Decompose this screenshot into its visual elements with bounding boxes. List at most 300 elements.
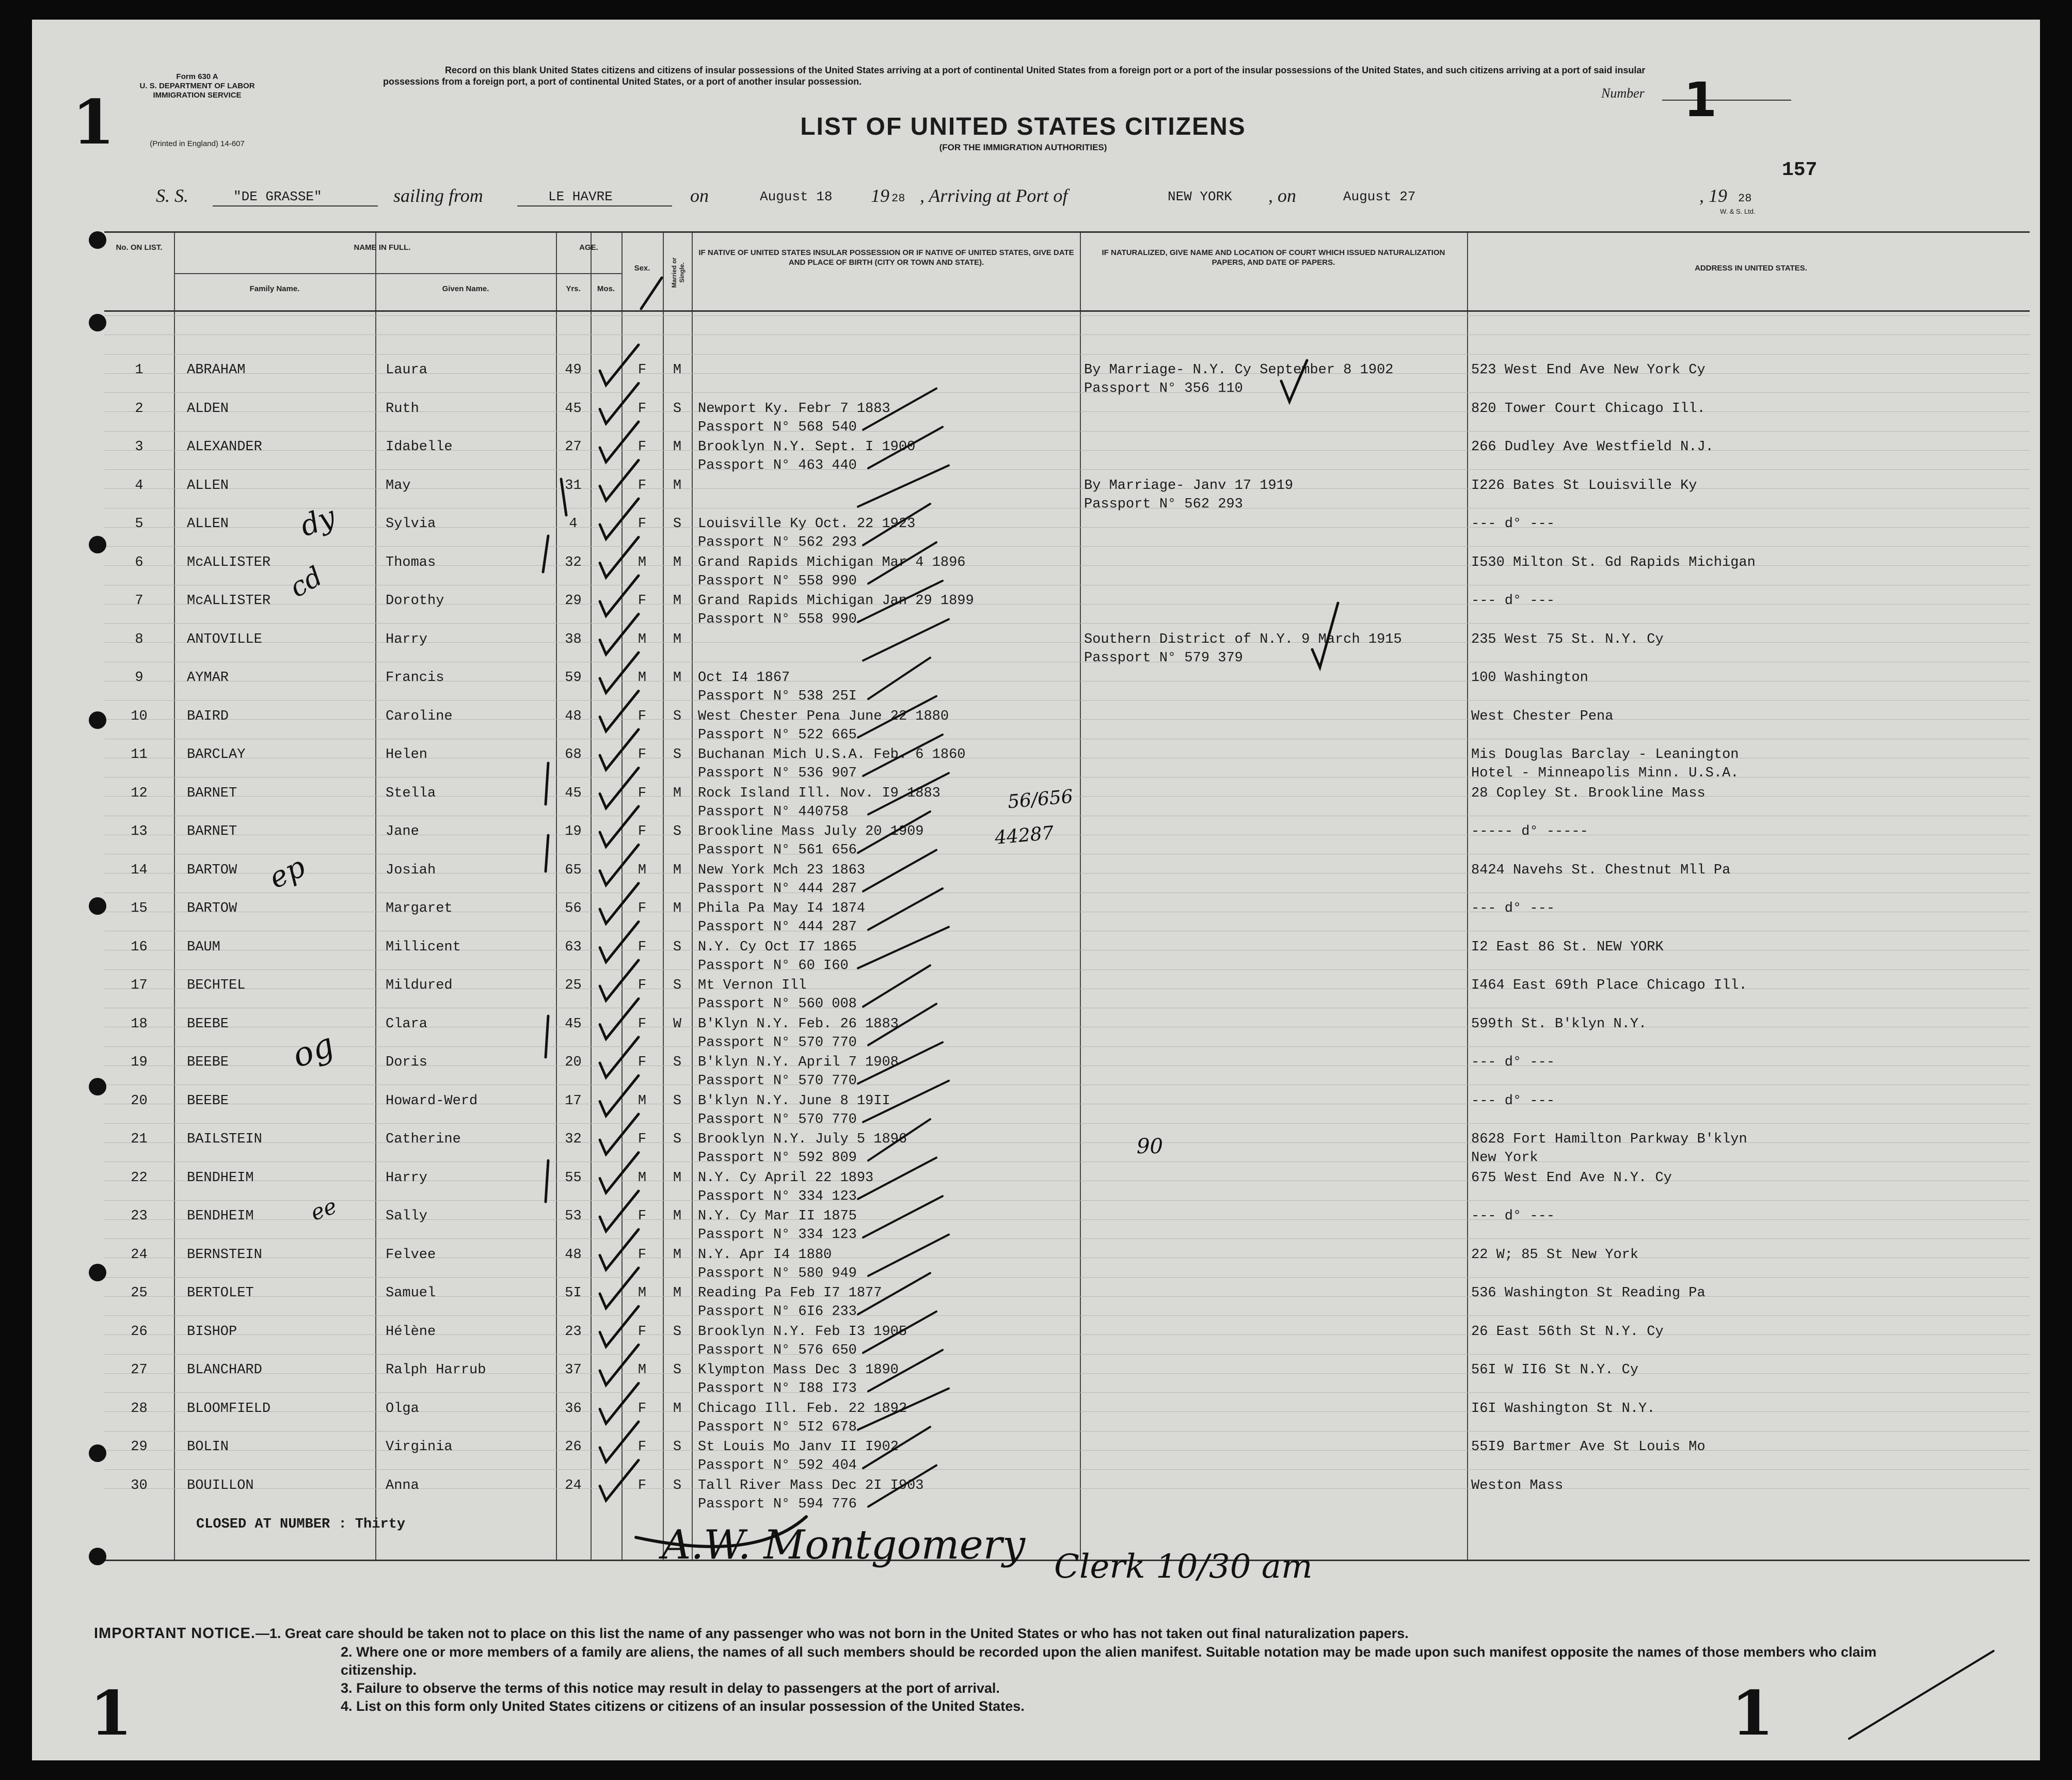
cell-birth1: N.Y. Cy April 22 1893 [698,1170,874,1186]
col-given-name: Given Name. [442,284,489,293]
cell-no: 15 [131,901,148,916]
cell-no: 6 [135,554,144,570]
department: U. S. DEPARTMENT OF LABOR [139,82,255,90]
tick-mark [546,1161,548,1202]
cell-no: 5 [135,516,144,532]
cell-sex: M [637,862,647,878]
sex-check-mark [600,960,639,1000]
instructions: Record on this blank United States citizens and citizens of insular possessions of the United States arriving at a port of continental United States from a foreign port or a port of the insular possessions of the United States, and such citizens arriving at a port of said insular possessions from a foreign port, a port of continental United States, or a port of another insular possession. [383,65,1646,87]
sheet-number-bottom-right: 1 [1731,1677,1774,1749]
cell-family: BEEBE [187,1055,229,1070]
cell-family: BISHOP [187,1324,237,1340]
sex-check-mark [600,422,639,462]
cell-addr1: 675 West End Ave N.Y. Cy [1471,1170,1672,1186]
cell-birth1: Brooklyn N.Y. Feb I3 1905 [698,1324,907,1340]
cell-birth1: B'Klyn N.Y. Feb. 26 1883 [698,1016,899,1032]
cell-sex: F [637,1477,647,1493]
sex-check-mark [600,1076,639,1116]
cell-no: 11 [131,747,148,762]
cell-nat2: Passport N° 579 379 [1084,650,1243,666]
sex-check-mark [600,1230,639,1270]
cell-addr1: I464 East 69th Place Chicago Ill. [1471,978,1747,993]
sex-check-mark [600,1345,639,1385]
cell-nat1: By Marriage- N.Y. Cy September 8 1902 [1084,362,1394,378]
cell-sex: F [637,1055,647,1070]
col-family-name: Family Name. [249,284,300,293]
cell-family: ALEXANDER [187,439,262,455]
cell-ms: M [673,593,682,609]
sex-check-mark [600,537,639,578]
cell-sex: F [637,593,647,609]
cell-sex: F [637,478,647,494]
cell-sex: F [637,1439,647,1455]
cell-nat2: Passport N° 562 293 [1084,496,1243,512]
cell-ms: S [673,1324,682,1340]
cell-birth2: Passport N° 570 770 [698,1111,857,1127]
tick-mark [561,479,566,515]
cell-birth2: Passport N° 334 123 [698,1227,857,1243]
cell-sex: F [637,747,647,762]
cell-addr1: I2 East 86 St. NEW YORK [1471,939,1664,955]
sex-check-mark [600,345,639,385]
cell-nat1: By Marriage- Janv 17 1919 [1084,478,1294,494]
sex-check-mark [600,691,639,732]
cell-ms: M [673,362,682,378]
cell-sex: M [637,670,647,686]
cell-birth2: Passport N° 444 287 [698,919,857,935]
cell-birth2: Passport N° 570 770 [698,1073,857,1089]
cell-addr1: --- d° --- [1471,901,1555,916]
birth-check-mark [858,696,936,738]
cell-family: BARCLAY [187,747,246,762]
cell-sex: F [637,1324,647,1340]
cell-given: Caroline [386,708,453,724]
cell-birth1: B'klyn N.Y. June 8 19II [698,1093,890,1109]
cell-addr1: 266 Dudley Ave Westfield N.J. [1471,439,1714,455]
cell-given: Margaret [386,901,453,916]
cell-family: ABRAHAM [187,362,246,378]
annotation-dy: dy [295,500,340,544]
cell-age: 32 [565,554,582,570]
cell-sex: F [637,901,647,916]
cell-birth2: Passport N° 568 540 [698,419,857,435]
cell-birth1: Louisville Ky Oct. 22 1923 [698,516,916,532]
cell-age: 37 [565,1362,582,1378]
col-name-in-full: NAME IN FULL. [354,243,411,252]
cell-no: 22 [131,1170,148,1186]
cell-no: 17 [131,978,148,993]
cell-birth1: Reading Pa Feb I7 1877 [698,1285,882,1301]
birth-check-mark [868,1119,930,1161]
notice-item-1: 1. Great care should be taken not to place on this list the name of any passenger who was not born in the United States or who has not taken out final naturalization papers. [269,1626,1409,1641]
cell-family: McALLISTER [187,593,271,609]
number-label: Number [1601,86,1645,101]
cell-addr2: Hotel - Minneapolis Minn. U.S.A. [1471,766,1739,781]
cell-ms: W [673,1016,682,1032]
cell-sex: F [637,1247,647,1263]
year1-prefix: 19 [871,185,889,206]
birth-check-mark [863,1427,930,1468]
cell-sex: M [637,1362,647,1378]
cell-age: 45 [565,1016,582,1032]
arriving-label: , Arriving at Port of [920,185,1068,206]
sex-check-mark [600,384,639,424]
cell-birth1: New York Mch 23 1863 [698,862,866,878]
sex-check-mark [600,1307,639,1347]
closed-at-number: CLOSED AT NUMBER : Thirty [196,1517,406,1532]
ss-label: S. S. [156,185,188,206]
cell-no: 29 [131,1439,148,1455]
cell-ms: M [673,439,682,455]
cell-ms: S [673,1132,682,1147]
sex-check-mark [600,1384,639,1424]
cell-ms: S [673,1477,682,1493]
cell-family: ALLEN [187,516,229,532]
ship-name: "DE GRASSE" [233,189,322,204]
cell-birth2: Passport N° 463 440 [698,458,857,473]
cell-given: Stella [386,785,436,801]
sex-check-mark [600,922,639,962]
cell-family: BENDHEIM [187,1170,254,1186]
cell-ms: M [673,785,682,801]
cell-sex: F [637,1132,647,1147]
birth-check-mark [863,619,949,661]
notice-item-3: 3. Failure to observe the terms of this notice may result in delay to passengers at the port of arrival. [341,1680,1000,1696]
sailing-label: sailing from [393,185,483,206]
cell-birth2: Passport N° 562 293 [698,535,857,550]
cell-no: 1 [135,362,144,378]
cell-nat2: Passport N° 356 110 [1084,381,1243,396]
cell-age: 48 [565,708,582,724]
cell-age: 65 [565,862,582,878]
col-sex: Sex. [634,264,650,273]
birth-check-mark [868,888,943,930]
cell-age: 31 [565,478,582,494]
cell-addr1: 56I W II6 St N.Y. Cy [1471,1362,1639,1378]
cell-family: McALLISTER [187,554,271,570]
cell-given: Olga [386,1401,419,1417]
list-title: LIST OF UNITED STATES CITIZENS [800,113,1246,140]
cell-no: 27 [131,1362,148,1378]
corner-stroke [1849,1651,1994,1739]
sex-check-mark [600,653,639,693]
cell-addr1: 820 Tower Court Chicago Ill. [1471,401,1706,417]
annotation-ep: ep [264,850,311,896]
check-mark [641,278,662,309]
sex-check-mark [600,576,639,616]
birth-check-mark [868,427,943,468]
cell-age: 56 [565,901,582,916]
cell-age: 45 [565,785,582,801]
cell-given: Felvee [386,1247,436,1263]
cell-family: BARTOW [187,862,237,878]
cell-given: Francis [386,670,444,686]
cell-birth1: Grand Rapids Michigan Mar 4 1896 [698,554,966,570]
cell-birth1: N.Y. Cy Mar II 1875 [698,1209,857,1224]
cell-ms: M [673,670,682,686]
tick-mark [543,536,548,572]
cell-family: BOLIN [187,1439,229,1455]
cell-no: 8 [135,631,144,647]
cell-birth2: Passport N° 60 I60 [698,958,849,974]
birth-check-mark [858,1389,949,1430]
annotation-ee: ee [307,1193,340,1226]
cell-addr1: 8424 Navehs St. Chestnut Mll Pa [1471,862,1731,878]
cell-age: 68 [565,747,582,762]
cell-ms: S [673,824,682,839]
sex-check-mark [600,460,639,501]
cell-family: BECHTEL [187,978,246,993]
cell-ms: S [673,708,682,724]
birth-check-mark [868,1466,936,1507]
cell-age: 17 [565,1093,582,1109]
list-subtitle: (FOR THE IMMIGRATION AUTHORITIES) [939,142,1107,152]
cell-given: Howard-Werd [386,1093,478,1109]
cell-age: 24 [565,1477,582,1493]
cell-addr1: 28 Copley St. Brookline Mass [1471,785,1706,801]
cell-age: 45 [565,401,582,417]
sex-check-mark [600,1037,639,1077]
cell-age: 29 [565,593,582,609]
cell-sex: F [637,1016,647,1032]
birth-check-mark [858,927,949,968]
nat-check-mark [1312,603,1338,668]
sex-check-mark [600,768,639,808]
birth-check-mark [863,504,930,545]
sex-check-mark [600,1153,639,1193]
cell-no: 13 [131,824,148,839]
cell-no: 3 [135,439,144,455]
cell-age: 32 [565,1132,582,1147]
cell-birth1: Phila Pa May I4 1874 [698,901,866,916]
cell-age: 59 [565,670,582,686]
cell-birth1: Grand Rapids Michigan Jan 29 1899 [698,593,974,609]
cell-birth2: Passport N° 561 656 [698,843,857,858]
cell-no: 9 [135,670,144,686]
arrival-date: August 27 [1343,189,1416,204]
cell-addr1: West Chester Pena [1471,708,1614,724]
signature-flourish [636,1517,806,1547]
cell-birth2: Passport N° 592 809 [698,1150,857,1166]
on-label: on [690,185,709,206]
cell-given: Doris [386,1055,428,1070]
cell-no: 18 [131,1016,148,1032]
cell-given: Idabelle [386,439,453,455]
cell-family: BENDHEIM [187,1209,254,1224]
year1: 28 [891,192,905,205]
cell-addr1: I530 Milton St. Gd Rapids Michigan [1471,554,1756,570]
cell-given: Mildured [386,978,453,993]
cell-sex: F [637,516,647,532]
cell-given: Millicent [386,939,461,955]
cell-age: 55 [565,1170,582,1186]
cell-ms: S [673,401,682,417]
cell-no: 23 [131,1209,148,1224]
cell-given: May [386,478,411,494]
cell-ms: S [673,1055,682,1070]
cell-age: 36 [565,1401,582,1417]
cell-family: BARNET [187,824,237,839]
cell-age: 48 [565,1247,582,1263]
annotation-og: og [287,1025,339,1076]
notice-lead: IMPORTANT NOTICE. [94,1625,256,1642]
cell-no: 12 [131,785,148,801]
cell-birth2: Passport N° 580 949 [698,1265,857,1281]
sex-check-mark [600,614,639,655]
birth-check-mark [863,1312,936,1353]
cell-birth2: Passport N° 560 008 [698,996,857,1012]
cell-family: ANTOVILLE [187,631,262,647]
cell-addr1: 100 Washington [1471,670,1588,686]
col-age: AGE. [579,243,598,252]
cell-nat1: Southern District of N.Y. 9 March 1915 [1084,631,1402,647]
cell-ms: S [673,978,682,993]
cell-ms: S [673,939,682,955]
nat-check-mark [1281,360,1307,402]
cell-sex: M [637,631,647,647]
cell-addr1: Mis Douglas Barclay - Leanington [1471,747,1739,762]
cell-family: BAIRD [187,708,229,724]
notice-item-2: 2. Where one or more members of a family are aliens, the names of all such members should be recorded upon the alien manifest. Suitable notation may be made upon such manifest opposite the names of those members who claim citizenship. [341,1644,1877,1678]
cell-birth2: Passport N° 444 287 [698,881,857,897]
handwritten-90: 90 [1137,1135,1163,1158]
sex-check-mark [600,999,639,1039]
cell-given: Josiah [386,862,436,878]
cell-sex: M [637,1093,647,1109]
cell-ms: M [673,1209,682,1224]
cell-ms: M [673,1247,682,1263]
cell-birth1: Mt Vernon Ill [698,978,807,993]
cell-family: BEEBE [187,1093,229,1109]
officer-signature: A.W. Montgomery [662,1522,1026,1568]
form-number: Form 630 A [176,72,218,81]
cell-birth2: Passport N° 536 907 [698,766,857,781]
cell-sex: F [637,785,647,801]
cell-sex: F [637,978,647,993]
sheet-number-bottom-left: 1 [90,1677,133,1749]
birth-check-mark [858,1273,930,1314]
cell-birth1: Chicago Ill. Feb. 22 1892 [698,1401,907,1417]
cell-given: Thomas [386,554,436,570]
cell-family: BERNSTEIN [187,1247,262,1263]
cell-given: Samuel [386,1285,436,1301]
cell-sex: F [637,362,647,378]
birth-check-mark [863,735,943,776]
cell-birth2: Passport N° 558 990 [698,573,857,589]
cell-age: 5I [565,1285,582,1301]
birth-check-mark [868,1004,936,1045]
cell-birth1: N.Y. Apr I4 1880 [698,1247,832,1263]
cell-family: BARNET [187,785,237,801]
cell-given: Clara [386,1016,428,1032]
cell-addr1: 55I9 Bartmer Ave St Louis Mo [1471,1439,1706,1455]
birth-check-mark [858,466,949,507]
handwritten-check-marks [32,20,2040,1760]
cell-birth1: Klympton Mass Dec 3 1890 [698,1362,899,1378]
birth-check-mark [863,1081,949,1122]
cell-sex: F [637,1401,647,1417]
cell-age: 4 [569,516,578,532]
birth-check-mark [863,850,936,892]
cell-family: BAUM [187,939,220,955]
cell-ms: M [673,631,682,647]
cell-sex: M [637,1285,647,1301]
annotation-cd: cd [284,561,328,604]
cell-no: 14 [131,862,148,878]
birth-check-mark [863,389,936,430]
cell-age: 25 [565,978,582,993]
col-naturalized: IF NATURALIZED, GIVE NAME AND LOCATION OF COURT WHICH ISSUED NATURALIZATION PAPERS, AND DATE OF PAPERS. [1102,248,1445,267]
cell-birth2: Passport N° 522 665 [698,727,857,743]
sex-check-mark [600,729,639,770]
cell-family: BLOOMFIELD [187,1401,271,1417]
cell-addr1: 22 W; 85 St New York [1471,1247,1639,1263]
cell-age: 38 [565,631,582,647]
service: IMMIGRATION SERVICE [153,91,242,100]
cell-birth2: Passport N° 334 123 [698,1188,857,1204]
page-number: 157 [1782,159,1818,181]
cell-addr1: --- d° --- [1471,1093,1555,1109]
cell-family: BEEBE [187,1016,229,1032]
birth-check-mark [863,1196,943,1237]
cell-birth2: Passport N° 592 404 [698,1458,857,1473]
cell-addr1: 599th St. B'klyn N.Y. [1471,1016,1647,1032]
cell-age: 20 [565,1055,582,1070]
cell-age: 49 [565,362,582,378]
cell-sex: F [637,401,647,417]
cell-no: 25 [131,1285,148,1301]
cell-ms: S [673,747,682,762]
cell-ms: M [673,862,682,878]
cell-birth2: Passport N° 570 770 [698,1035,857,1051]
cell-addr1: --- d° --- [1471,593,1555,609]
cell-birth1: Rock Island Ill. Nov. I9 1883 [698,785,941,801]
cell-given: Anna [386,1477,419,1493]
cell-family: ALDEN [187,401,229,417]
cell-birth2: Passport N° 440758 [698,804,849,820]
cell-no: 24 [131,1247,148,1263]
col-yrs: Yrs. [566,284,581,293]
col-married-single: Married or Single. [671,257,686,288]
birth-check-mark [868,1350,943,1391]
cell-addr2: New York [1471,1150,1538,1166]
cell-no: 20 [131,1093,148,1109]
sex-check-mark [600,845,639,885]
tick-mark [546,1016,548,1057]
cell-addr1: 8628 Fort Hamilton Parkway B'klyn [1471,1132,1747,1147]
depart-date: August 18 [760,189,833,204]
cell-family: AYMAR [187,670,229,686]
cell-addr1: --- d° --- [1471,1209,1555,1224]
birth-check-mark [863,965,930,1007]
number-value: 1 [1684,72,1717,128]
cell-birth2: Passport N° 538 25I [698,689,857,704]
cell-sex: F [637,708,647,724]
cell-age: 63 [565,939,582,955]
cell-ms: M [673,478,682,494]
cell-sex: F [637,824,647,839]
col-birth: IF NATIVE OF UNITED STATES INSULAR POSSESSION OR IF NATIVE OF UNITED STATES, GIVE DATE AND PLACE OF BIRTH (CITY OR TOWN AND STATE). [698,248,1074,267]
cell-birth1: St Louis Mo Janv II I902 [698,1439,899,1455]
birth-check-mark [858,581,943,622]
cell-ms: S [673,1362,682,1378]
sex-check-mark [600,1422,639,1462]
year2-prefix: , 19 [1699,185,1727,206]
cell-given: Ruth [386,401,419,417]
cell-family: ALLEN [187,478,229,494]
sex-check-mark [600,806,639,847]
cell-sex: F [637,439,647,455]
